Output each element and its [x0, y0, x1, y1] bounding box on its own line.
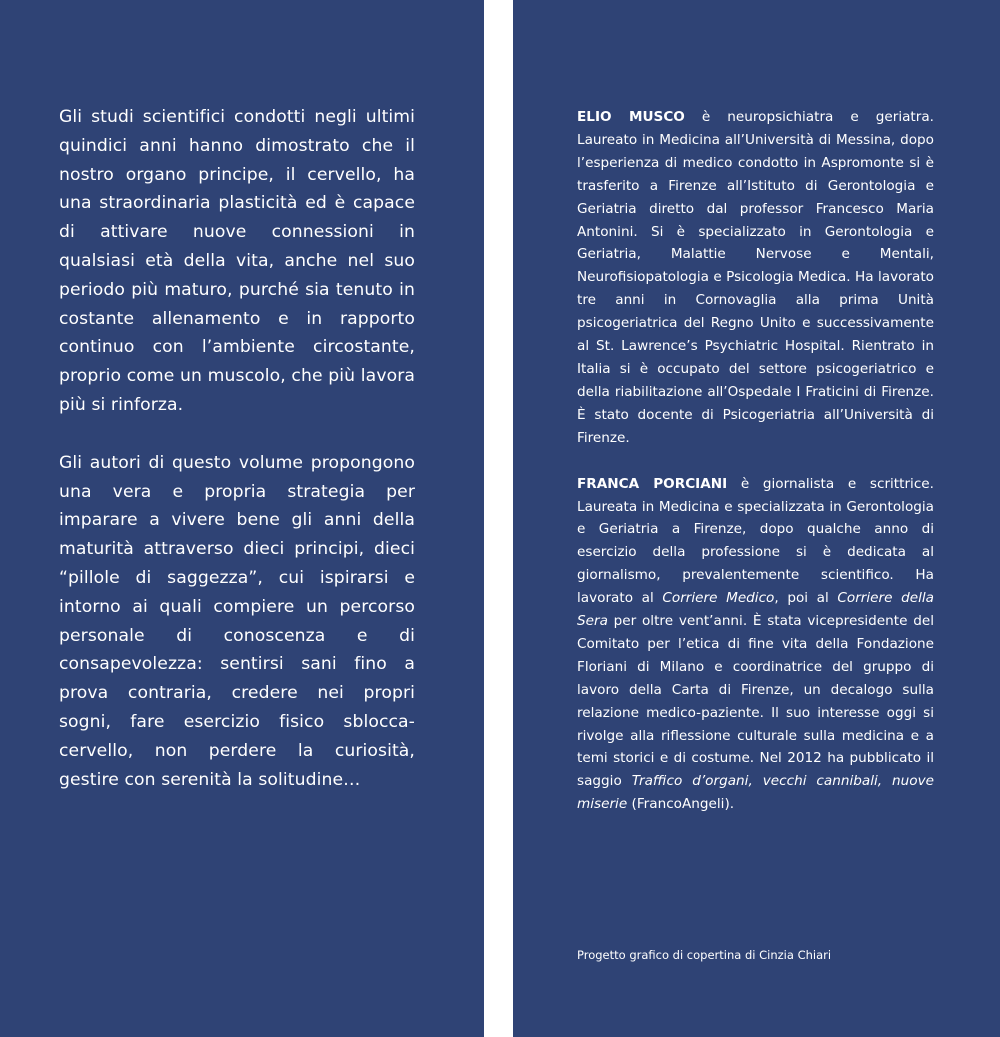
- publication-corriere-della-sera: Corriere della Sera: [577, 590, 934, 630]
- back-cover-left-panel: [0, 0, 484, 1037]
- back-cover-right-panel: [513, 0, 1000, 1037]
- author-bio-porciani: [577, 473, 934, 817]
- porciani-bio-part-a: è giornalista e scrittrice. Laureata in Medicina e specializzata in Gerontologia e Geriatria a Firenze, dopo qualche anno di esercizio della professione si è dedicata al giornalismo, prevalentemente scientifico. Ha lavorato al: [577, 475, 934, 607]
- porciani-bio-part-b: , poi al: [774, 590, 838, 607]
- author-bio-musco-text: è neuropsichiatra e geriatra. Laureato in Medicina all’Università di Messina, dopo l’esperienza di medico condotto in Aspromonte si è trasferito a Firenze all’Istituto di Gerontologia e Geriatria diretto dal professor Francesco Maria Antonini. Si è specializzato in Gerontologia e Geriatria, Malattie Nervose e Mentali, Neurofisiopatologia e Psicologia Medica. Ha lavorato tre anni in Cornovaglia alla prima Unità psicogeriatrica del Regno Unito e successivamente al St. Lawrence’s Psychiatric Hospital. Rientrato in Italia si è occupato del settore psicogeriatrico e della riabilitazione all’Ospedale I Fraticini di Firenze. È stato docente di Psicogeriatria all’Università di Firenze.: [577, 109, 935, 446]
- author-name-musco: ELIO MUSCO: [577, 109, 685, 125]
- author-bio-musco: [577, 106, 934, 450]
- porciani-bio-part-c: per oltre vent’anni. È stata vicepresidente del Comitato per l’etica di fine vita della Fondazione Floriani di Milano e coordinatrice del gruppo di lavoro della Carta di Firenze, un decalogo sulla relazione medico-paziente. Il suo interesse oggi si rivolge alla riflessione culturale sulla medicina e a temi storici e di costume. Nel 2012 ha pubblicato il saggio: [577, 613, 934, 790]
- author-name-porciani: FRANCA PORCIANI: [577, 475, 728, 492]
- authors-column: [577, 106, 934, 839]
- cover-design-credit: Progetto grafico di copertina di Cinzia Chiari: [577, 948, 832, 962]
- blurb-paragraph-1: Gli studi scientifici condotti negli ultimi quindici anni hanno dimostrato che il nostro organo principe, il cervello, ha una straordinaria plasticità ed è capace di attivare nuove connessioni in qualsiasi età della vita, anche nel suo periodo più maturo, purché sia tenuto in costante allenamento e in rapporto continuo con l’ambiente circostante, proprio come un muscolo, che più lavora più si rinforza.: [59, 107, 415, 415]
- publication-corriere-medico: Corriere Medico: [662, 590, 775, 607]
- book-title: Traffico d’organi, vecchi cannibali, nuove miserie: [577, 773, 934, 813]
- blurb-column: [59, 103, 415, 823]
- porciani-bio-part-d: (FrancoAngeli).: [627, 796, 735, 813]
- blurb-paragraph-2: Gli autori di questo volume propongono una vera e propria strategia per imparare a vivere bene gli anni della maturità attraverso dieci principi, dieci “pillole di saggezza”, cui ispirarsi e intorno ai quali compiere un percorso personale di conoscenza e di consapevolezza: sentirsi sani fino a prova contraria, credere nei propri sogni, fare esercizio fisico sblocca-cervello, non perdere la curiosità, gestire con serenità la solitudine…: [59, 452, 415, 790]
